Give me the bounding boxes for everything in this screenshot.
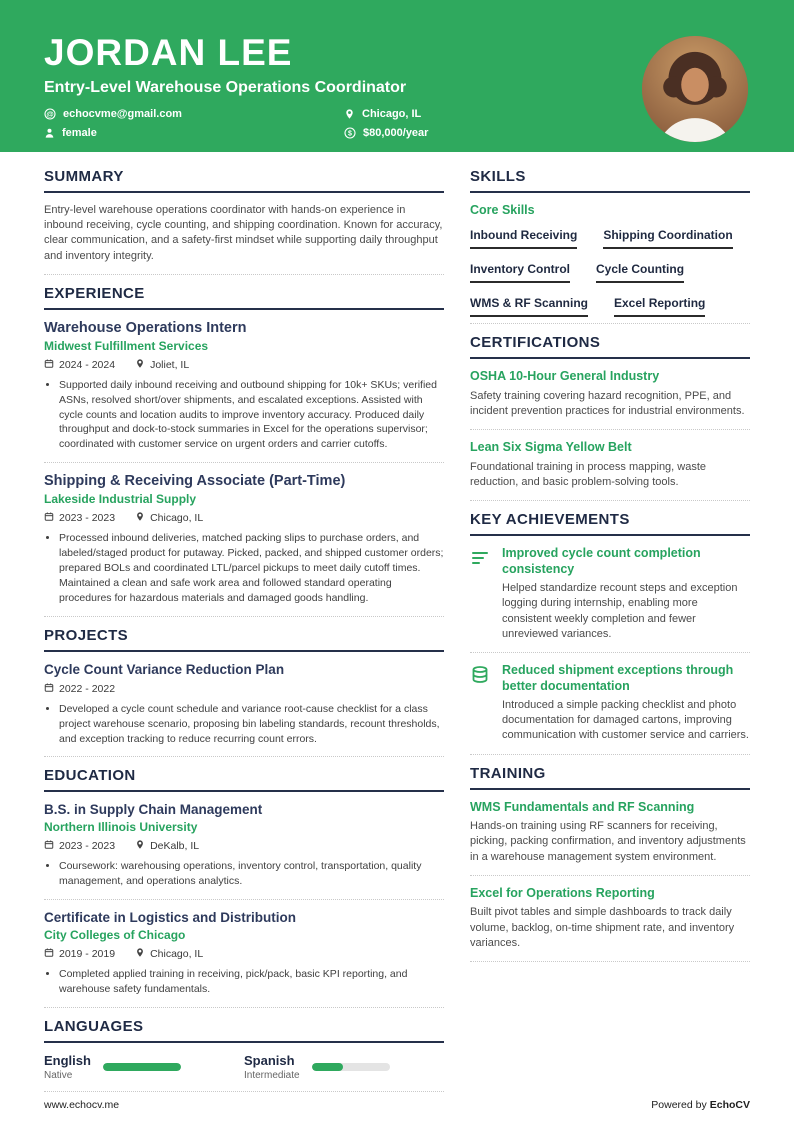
job-meta (44, 358, 444, 372)
language-name: Spanish (244, 1053, 295, 1069)
education-bullets (44, 967, 444, 997)
skills-tags (470, 228, 750, 324)
job-bullets (44, 531, 444, 606)
school-name: City Colleges of Chicago (44, 928, 186, 943)
certifications-heading: CERTIFICATIONS (470, 334, 750, 359)
svg-text:@: @ (46, 109, 54, 119)
education-meta (44, 839, 444, 853)
contact-salary (344, 127, 624, 139)
profile-photo (642, 36, 748, 142)
contact-location (344, 108, 624, 120)
achievement-title: Reduced shipment exceptions through better documentation (502, 662, 734, 693)
database-icon (470, 663, 492, 744)
section-certifications (470, 334, 750, 501)
certification-text: Foundational training in process mapping, waste reduction, and basic problem-solving tools. (470, 460, 707, 488)
project-bullets (44, 702, 444, 747)
education-dates: 2019 - 2019 (44, 947, 115, 961)
education-location: Chicago, IL (135, 947, 203, 961)
company-name: Lakeside Industrial Supply (44, 492, 197, 507)
pin-icon (135, 839, 145, 853)
language-item (244, 1053, 444, 1081)
language-progress-fill (312, 1063, 343, 1071)
experience-heading: EXPERIENCE (44, 285, 444, 310)
skills-heading: SKILLS (470, 168, 750, 193)
language-level: Intermediate (244, 1070, 300, 1082)
contact-info (44, 108, 624, 139)
summary-item (44, 203, 444, 275)
language-progress-bar (312, 1063, 390, 1071)
training-item (470, 886, 750, 962)
certification-item (470, 369, 750, 430)
job-location: Chicago, IL (135, 511, 203, 525)
project-title: Cycle Count Variance Reduction Plan (44, 661, 285, 677)
company-name: Midwest Fulfillment Services (44, 338, 209, 353)
skill-tag: Inbound Receiving (470, 228, 577, 249)
achievement-body (502, 546, 750, 642)
skill-tag: Cycle Counting (596, 262, 684, 283)
education-bullets (44, 859, 444, 889)
school-name: Northern Illinois University (44, 820, 198, 835)
training-text: Built pivot tables and simple dashboards to track daily volume, backlog, on-time shipment rate, and inventory variances. (470, 906, 735, 949)
education-location: DeKalb, IL (135, 839, 199, 853)
skill-tag: Inventory Control (470, 262, 570, 283)
skill-tag: Excel Reporting (614, 296, 705, 317)
certification-title: OSHA 10-Hour General Industry (470, 369, 660, 383)
education-item (44, 802, 444, 900)
degree-title: B.S. in Supply Chain Management (44, 802, 263, 818)
training-title: Excel for Operations Reporting (470, 885, 655, 900)
summary-heading: SUMMARY (44, 168, 444, 193)
language-progress-bar (103, 1063, 181, 1071)
job-dates: 2024 - 2024 (44, 358, 115, 372)
powered-by-prefix: Powered by (651, 1099, 707, 1111)
job-title: Shipping & Receiving Associate (Part-Time) (44, 473, 346, 490)
training-heading: TRAINING (470, 765, 750, 790)
education-dates: 2023 - 2023 (44, 839, 115, 853)
section-training (470, 765, 750, 962)
at-icon (44, 108, 56, 120)
page-footer (44, 1099, 750, 1111)
skill-tag: Shipping Coordination (603, 228, 732, 249)
powered-by (651, 1099, 750, 1111)
section-languages (44, 1018, 444, 1092)
achievement-item (470, 663, 750, 755)
brand-name: EchoCV (709, 1099, 750, 1111)
achievement-text: Introduced a simple packing checklist and photo documentation for damaged cartons, improving communication with customer service and carriers. (502, 699, 749, 742)
skills-group-label: Core Skills (470, 203, 535, 217)
job-meta (44, 511, 444, 525)
contact-location-value: Chicago, IL (362, 108, 422, 120)
language-item (44, 1053, 244, 1081)
section-experience (44, 285, 444, 617)
experience-item (44, 320, 444, 464)
resume-header (0, 0, 794, 152)
achievement-body (502, 663, 750, 744)
job-location: Joliet, IL (135, 358, 189, 372)
calendar-icon (44, 511, 54, 525)
education-item (44, 910, 444, 1008)
calendar-icon (44, 358, 54, 372)
training-title: WMS Fundamentals and RF Scanning (470, 799, 695, 814)
job-title: Warehouse Operations Intern (44, 319, 247, 336)
website-link[interactable]: www.echocv.me (44, 1099, 120, 1111)
contact-gender (44, 127, 344, 139)
project-item (44, 662, 444, 758)
pin-icon (135, 947, 145, 961)
education-heading: EDUCATION (44, 767, 444, 792)
calendar-icon (44, 682, 54, 696)
skill-tag: WMS & RF Scanning (470, 296, 588, 317)
calendar-icon (44, 839, 54, 853)
job-bullet: • Supported daily inbound receiving and outbound shipping for 10k+ SKUs; verified ASNs, resolved short/over shipments, and escalated exceptions. Assisted with cycle counts and location audits to improve inventory accuracy. Produced daily throughput and dock-to-stock summaries in Excel for the operations supervisor; coordinated with customer service on urgent orders and carrier cutoffs. (59, 378, 444, 453)
right-column (470, 168, 750, 1102)
projects-heading: PROJECTS (44, 627, 444, 652)
certification-item (470, 440, 750, 501)
contact-email-value: echocvme@gmail.com (63, 108, 182, 120)
achievement-title: Improved cycle count completion consistency (502, 545, 701, 576)
contact-email[interactable] (44, 108, 344, 120)
svg-text:$: $ (348, 130, 352, 138)
job-bullets (44, 378, 444, 453)
section-summary (44, 168, 444, 275)
education-bullet: • Completed applied training in receiving, pick/pack, basic KPI reporting, and warehouse safety fundamentals. (59, 967, 444, 997)
section-achievements (470, 511, 750, 755)
language-name: English (44, 1053, 91, 1069)
language-level: Native (44, 1070, 73, 1082)
pin-icon (135, 511, 145, 525)
experience-item (44, 473, 444, 617)
person-name: JORDAN LEE (44, 32, 293, 73)
summary-text: Entry-level warehouse operations coordinator with hands-on experience in inbound receiving, cycle counting, and shipping coordination. Known for accuracy, clear communication, and a safety-first mindset while supporting daily throughput and inventory integrity. (44, 204, 443, 262)
left-column (44, 168, 444, 1102)
contact-salary-value: $80,000/year (363, 127, 429, 139)
section-education (44, 767, 444, 1008)
person-icon (44, 127, 55, 139)
contact-gender-value: female (62, 127, 97, 139)
training-text: Hands-on training using RF scanners for receiving, picking, packing confirmation, and inventory adjustments in a warehouse management system environment. (470, 820, 746, 863)
certification-text: Safety training covering hazard recognition, PPE, and incident prevention practices for industrial environments. (470, 389, 745, 417)
project-meta (44, 682, 444, 696)
section-projects (44, 627, 444, 758)
pin-icon (135, 358, 145, 372)
language-progress-fill (103, 1063, 181, 1071)
education-meta (44, 947, 444, 961)
language-text (244, 1053, 300, 1081)
job-dates: 2023 - 2023 (44, 511, 115, 525)
pin-icon (344, 108, 355, 120)
education-bullet: • Coursework: warehousing operations, inventory control, transportation, quality management, and operations analytics. (59, 859, 444, 889)
certification-title: Lean Six Sigma Yellow Belt (470, 439, 632, 454)
project-dates: 2022 - 2022 (44, 682, 115, 696)
list-icon (470, 546, 492, 642)
person-title: Entry-Level Warehouse Operations Coordinator (44, 79, 407, 96)
dollar-icon (344, 127, 356, 139)
languages-list (44, 1053, 444, 1092)
training-item (470, 800, 750, 876)
achievements-heading: KEY ACHIEVEMENTS (470, 511, 750, 536)
language-text (44, 1053, 91, 1081)
achievement-item (470, 546, 750, 653)
degree-title: Certificate in Logistics and Distribution (44, 910, 297, 926)
section-skills (470, 168, 750, 324)
resume-body (0, 152, 794, 1102)
languages-heading: LANGUAGES (44, 1018, 444, 1043)
calendar-icon (44, 947, 54, 961)
project-bullet: • Developed a cycle count schedule and variance root-cause checklist for a class project warehouse scenario, proposing bin labeling standards, recount thresholds, and exception tracking to reduce recurring count errors. (59, 702, 444, 747)
job-bullet: • Processed inbound deliveries, matched packing slips to purchase orders, and labeled/staged product for putaway. Picked, packed, and shipped customer orders; prepared BOLs and coordinated LTL/parcel pickups to meet daily cutoff times. Maintained a clean and safe work area and followed standard operating procedures for hazardous materials and damaged goods handling. (59, 531, 444, 606)
achievement-text: Helped standardize recount steps and exception logging during internship, enabling more consistent weekly completion and fewer unreviewed variances. (502, 582, 738, 640)
